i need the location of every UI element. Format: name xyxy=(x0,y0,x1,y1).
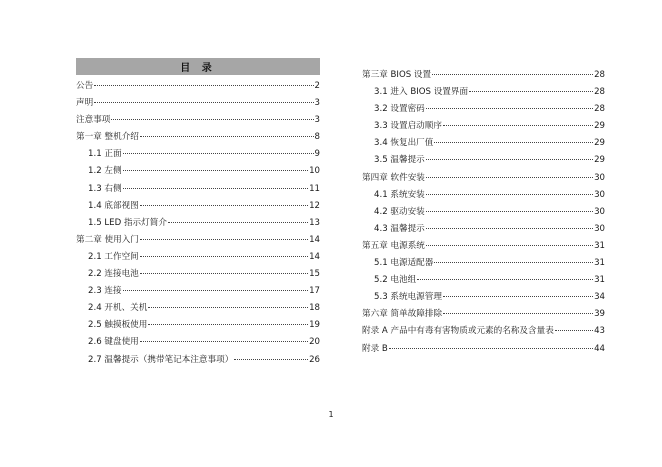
toc-entry-page: 31 xyxy=(594,275,605,286)
toc-entry-page: 39 xyxy=(594,309,605,320)
toc-dot-leader xyxy=(140,205,308,206)
toc-entry[interactable] xyxy=(76,353,320,370)
toc-dot-leader xyxy=(469,91,593,92)
toc-entry-label: 1.1 正面 xyxy=(88,149,122,160)
toc-dot-leader xyxy=(389,348,593,349)
toc-entry-page: 11 xyxy=(309,183,320,194)
toc-entry-page: 15 xyxy=(309,269,320,280)
toc-dot-leader xyxy=(432,74,593,75)
toc-entry-label: 2.3 连接 xyxy=(88,286,122,297)
toc-entry[interactable] xyxy=(362,68,605,85)
toc-dot-leader xyxy=(434,262,593,263)
toc-entry-label: 2.2 连接电池 xyxy=(88,269,139,280)
toc-entry[interactable] xyxy=(76,113,320,130)
toc-entry-label: 1.2 左侧 xyxy=(88,166,122,177)
toc-entry[interactable] xyxy=(362,102,605,119)
toc-entry-page: 43 xyxy=(594,326,605,337)
toc-entry-label: 第六章 简单故障排除 xyxy=(362,309,443,320)
toc-dot-leader xyxy=(426,177,593,178)
toc-entry[interactable] xyxy=(76,199,320,216)
toc-entry-page: 10 xyxy=(309,166,320,177)
toc-entry-label: 4.3 温馨提示 xyxy=(374,223,425,234)
toc-title: 目 录 xyxy=(76,58,320,75)
toc-entry-label: 第二章 使用入门 xyxy=(76,234,139,245)
toc-entry-page: 2 xyxy=(314,81,320,91)
toc-dot-leader xyxy=(443,125,593,126)
toc-entry-page: 12 xyxy=(309,200,320,211)
toc-entry[interactable] xyxy=(362,119,605,136)
toc-entry-page: 3 xyxy=(314,98,320,109)
toc-dot-leader xyxy=(426,194,593,195)
toc-right-column xyxy=(362,68,605,359)
toc-entry-label: 3.2 设置密码 xyxy=(374,104,425,115)
toc-entry-page: 17 xyxy=(309,286,320,297)
toc-entry[interactable] xyxy=(76,250,320,267)
toc-entry-page: 14 xyxy=(309,251,320,262)
toc-entry-label: 3.4 恢复出厂值 xyxy=(374,138,434,149)
toc-entry[interactable] xyxy=(76,216,320,233)
toc-entry-page: 30 xyxy=(594,172,605,183)
toc-entry-label: 第一章 整机介绍 xyxy=(76,132,139,143)
toc-dot-leader xyxy=(123,153,314,154)
toc-entry-label: 2.7 温馨提示（携带笔记本注意事项） xyxy=(88,354,234,365)
toc-entry-page: 30 xyxy=(594,189,605,200)
toc-dot-leader xyxy=(94,85,313,86)
toc-entry-label: 4.1 系统安装 xyxy=(374,189,425,200)
toc-entry-page: 28 xyxy=(594,70,605,80)
toc-entry[interactable] xyxy=(76,96,320,113)
toc-right-list xyxy=(362,68,605,359)
toc-entry-page: 29 xyxy=(594,121,605,132)
toc-dot-leader xyxy=(555,330,593,331)
toc-entry[interactable] xyxy=(76,233,320,250)
toc-entry[interactable] xyxy=(76,301,320,318)
toc-entry[interactable] xyxy=(362,171,605,188)
toc-entry-page: 20 xyxy=(309,337,320,348)
toc-dot-leader xyxy=(140,256,308,257)
toc-entry[interactable] xyxy=(362,342,605,359)
toc-dot-leader xyxy=(168,222,308,223)
toc-entry[interactable] xyxy=(76,164,320,181)
toc-entry[interactable] xyxy=(362,136,605,153)
toc-dot-leader xyxy=(140,239,308,240)
toc-entry[interactable] xyxy=(362,205,605,222)
toc-entry[interactable] xyxy=(76,267,320,284)
toc-entry[interactable] xyxy=(362,188,605,205)
toc-entry-page: 8 xyxy=(314,132,320,143)
toc-entry[interactable] xyxy=(362,324,605,341)
toc-dot-leader xyxy=(111,119,313,120)
toc-entry-page: 34 xyxy=(594,292,605,303)
toc-dot-leader xyxy=(426,228,593,229)
toc-entry[interactable] xyxy=(362,256,605,273)
toc-dot-leader xyxy=(426,211,593,212)
toc-entry-label: 声明 xyxy=(76,98,94,109)
toc-entry[interactable] xyxy=(76,79,320,96)
toc-entry[interactable] xyxy=(76,318,320,335)
toc-dot-leader xyxy=(443,313,593,314)
toc-dot-leader xyxy=(148,307,308,308)
toc-entry-page: 28 xyxy=(594,87,605,98)
toc-entry[interactable] xyxy=(362,222,605,239)
toc-entry-label: 1.5 LED 指示灯简介 xyxy=(88,217,167,228)
toc-entry[interactable] xyxy=(76,335,320,352)
toc-entry-page: 13 xyxy=(309,217,320,228)
toc-entry-page: 30 xyxy=(594,223,605,234)
toc-dot-leader xyxy=(148,324,308,325)
toc-entry[interactable] xyxy=(76,284,320,301)
toc-entry-label: 附录 B xyxy=(362,343,388,354)
toc-entry-page: 30 xyxy=(594,206,605,217)
toc-entry-label: 第三章 BIOS 设置 xyxy=(362,70,432,80)
toc-entry-page: 31 xyxy=(594,258,605,269)
toc-dot-leader xyxy=(140,341,308,342)
toc-dot-leader xyxy=(434,142,593,143)
toc-dot-leader xyxy=(123,170,308,171)
toc-entry-page: 3 xyxy=(314,115,320,126)
toc-dot-leader xyxy=(123,188,308,189)
toc-entry-label: 4.2 驱动安装 xyxy=(374,206,425,217)
toc-entry-page: 29 xyxy=(594,155,605,166)
toc-entry-label: 2.5 触摸板使用 xyxy=(88,320,148,331)
page-number: 1 xyxy=(328,410,334,419)
toc-entry[interactable] xyxy=(362,273,605,290)
toc-entry-label: 5.3 系统电源管理 xyxy=(374,292,442,303)
toc-dot-leader xyxy=(426,108,593,109)
toc-dot-leader xyxy=(234,359,308,360)
toc-entry-label: 2.6 键盘使用 xyxy=(88,337,139,348)
toc-entry-label: 3.5 温馨提示 xyxy=(374,155,425,166)
toc-dot-leader xyxy=(426,159,593,160)
toc-entry-label: 第四章 软件安装 xyxy=(362,172,425,183)
toc-entry[interactable] xyxy=(362,153,605,170)
toc-entry-label: 3.3 设置启动顺序 xyxy=(374,121,442,132)
toc-entry[interactable] xyxy=(362,307,605,324)
toc-entry-page: 44 xyxy=(594,343,605,354)
toc-entry-page: 28 xyxy=(594,104,605,115)
toc-dot-leader xyxy=(123,290,308,291)
toc-entry[interactable] xyxy=(76,147,320,164)
toc-dot-leader xyxy=(140,136,314,137)
toc-entry-label: 附录 A 产品中有毒有害物质或元素的名称及含量表 xyxy=(362,326,554,337)
toc-entry[interactable] xyxy=(362,290,605,307)
toc-left-column xyxy=(76,58,320,370)
toc-entry[interactable] xyxy=(76,130,320,147)
toc-entry-label: 5.2 电池组 xyxy=(374,275,417,286)
toc-entry-label: 注意事项 xyxy=(76,115,111,126)
toc-entry-label: 5.1 电源适配器 xyxy=(374,258,434,269)
toc-dot-leader xyxy=(417,279,593,280)
toc-entry-label: 1.3 右侧 xyxy=(88,183,122,194)
toc-entry-page: 14 xyxy=(309,234,320,245)
toc-entry-label: 第五章 电源系统 xyxy=(362,240,425,251)
toc-entry[interactable] xyxy=(362,239,605,256)
toc-entry-page: 19 xyxy=(309,320,320,331)
toc-entry-page: 26 xyxy=(309,354,320,365)
toc-entry-page: 18 xyxy=(309,303,320,314)
toc-entry-label: 2.1 工作空间 xyxy=(88,251,139,262)
toc-dot-leader xyxy=(443,296,593,297)
toc-entry-page: 29 xyxy=(594,138,605,149)
toc-left-list xyxy=(76,79,320,370)
toc-entry-page: 31 xyxy=(594,240,605,251)
toc-entry-label: 公告 xyxy=(76,81,94,91)
toc-entry-label: 3.1 进入 BIOS 设置界面 xyxy=(374,87,469,98)
toc-entry-label: 1.4 底部视图 xyxy=(88,200,139,211)
toc-entry-page: 9 xyxy=(314,149,320,160)
toc-dot-leader xyxy=(426,245,593,246)
toc-entry[interactable] xyxy=(76,182,320,199)
toc-entry-label: 2.4 开机、关机 xyxy=(88,303,148,314)
toc-dot-leader xyxy=(140,273,308,274)
toc-dot-leader xyxy=(94,102,313,103)
toc-entry[interactable] xyxy=(362,85,605,102)
